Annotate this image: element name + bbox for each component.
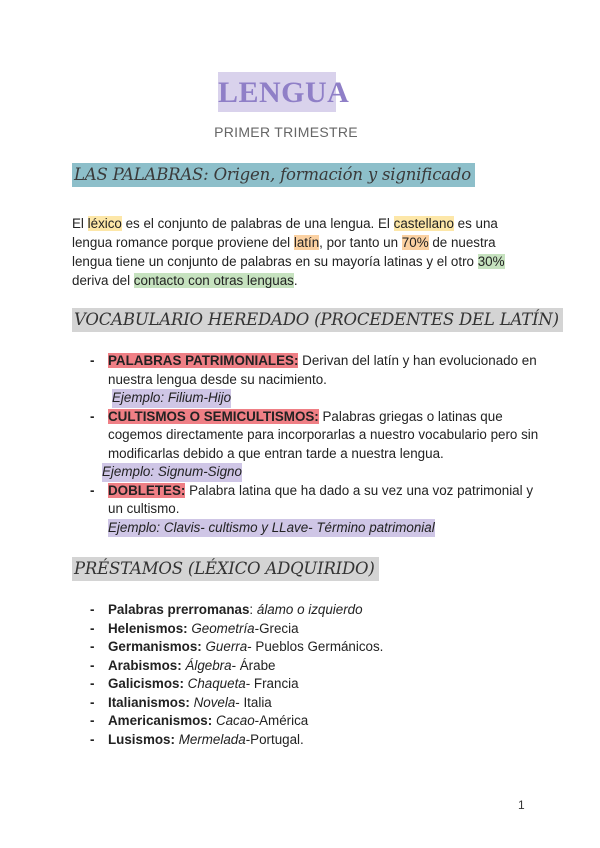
list-item bbox=[72, 482, 542, 538]
term-origin: - Pueblos Germánicos. bbox=[247, 639, 384, 654]
bullet-dash: - bbox=[90, 676, 95, 691]
bullet-dash: - bbox=[90, 353, 95, 368]
term-origin: - Francia bbox=[245, 676, 299, 691]
term-example: Álgebra bbox=[185, 657, 232, 673]
section-heading-origen: LAS PALABRAS: Origen, formación y significado bbox=[72, 163, 475, 187]
bullet-dash: - bbox=[90, 482, 95, 498]
term-origin: -Portugal. bbox=[245, 731, 304, 747]
bullet-dash: - bbox=[90, 408, 95, 424]
term-example: Ejemplo: Filium-Hijo bbox=[112, 389, 231, 408]
bullet-dash: - bbox=[90, 639, 95, 654]
bullet-dash: - bbox=[90, 713, 95, 728]
term-example: Ejemplo: Signum-Signo bbox=[102, 463, 242, 482]
highlight-castellano: castellano bbox=[393, 216, 454, 231]
page-title: LENGUA bbox=[218, 72, 336, 112]
page-subtitle: PRIMER TRIMESTRE bbox=[214, 124, 358, 140]
term-origin: -Grecia bbox=[254, 620, 299, 636]
highlight-70-percent: 70% bbox=[401, 235, 429, 250]
term-definition: Palabra latina que ha dado a su vez una voz patrimonial y un cultismo. bbox=[108, 482, 534, 516]
highlight-latin: latín bbox=[293, 235, 320, 250]
term-label: Germanismos: bbox=[108, 639, 202, 654]
term-label: Galicismos: bbox=[108, 676, 184, 691]
term-label: Helenismos: bbox=[108, 620, 188, 636]
bullet-dash: - bbox=[90, 731, 95, 747]
term-label: CULTISMOS O SEMICULTISMOS: bbox=[108, 408, 319, 424]
term-label: DOBLETES: bbox=[108, 482, 186, 498]
term-definition: Derivan del latín y han evolucionado en nuestra lengua desde su nacimiento. bbox=[108, 353, 537, 387]
section-heading-prestamos: PRÉSTAMOS (LÉXICO ADQUIRIDO) bbox=[72, 557, 379, 581]
term-origin: - Italia bbox=[235, 694, 272, 710]
term-example: álamo o izquierdo bbox=[256, 602, 363, 617]
term-label: PALABRAS PATRIMONIALES: bbox=[108, 353, 299, 368]
term-label: Arabismos: bbox=[108, 657, 182, 673]
list-item bbox=[72, 352, 542, 408]
term-origin: - Árabe bbox=[231, 657, 276, 673]
term-label: Lusismos: bbox=[108, 731, 175, 747]
list-item bbox=[72, 712, 542, 731]
list-item bbox=[72, 657, 542, 676]
bullet-dash: - bbox=[90, 620, 95, 636]
term-example: Novela bbox=[193, 694, 236, 710]
list-item: - Palabras prerromanas: álamo o izquierdo bbox=[72, 601, 542, 620]
term-label: Palabras prerromanas bbox=[108, 602, 250, 617]
highlight-contacto: contacto con otras lenguas bbox=[133, 273, 294, 288]
prestamos-list bbox=[72, 601, 542, 749]
list-item bbox=[72, 694, 542, 713]
bullet-dash: - bbox=[90, 602, 95, 617]
term-origin: -América bbox=[254, 713, 309, 728]
intro-paragraph: El léxico es el conjunto de palabras de una lengua. El castellano es una lengua romance porque proviene del latín, por tanto un 70% de nuestra lengua tiene un conjunto de palabras en su mayoría latinas y el otro 30% deriva del contacto con otras lenguas. bbox=[72, 216, 505, 288]
bullet-dash: - bbox=[90, 694, 95, 710]
term-example: Cacao bbox=[215, 713, 255, 728]
list-item bbox=[72, 638, 542, 657]
section-heading-vocabulario-heredado: VOCABULARIO HEREDADO (PROCEDENTES DEL LATÍN) bbox=[72, 308, 563, 332]
list-item bbox=[72, 408, 542, 482]
list-item bbox=[72, 675, 542, 694]
page-number: 1 bbox=[518, 798, 525, 812]
term-example: Ejemplo: Clavis- cultismo y LLave- Término patrimonial bbox=[108, 519, 435, 538]
bullet-dash: - bbox=[90, 657, 95, 673]
term-label: Italianismos: bbox=[108, 694, 190, 710]
heredado-list bbox=[72, 352, 542, 537]
term-definition: Palabras griegas o latinas que cogemos directamente para incorporarlas a nuestro vocabulario pero sin modificarlas debido a que entran tarde a nuestra lengua. bbox=[108, 408, 539, 461]
term-label: Americanismos: bbox=[108, 713, 213, 728]
term-example: Geometría bbox=[191, 620, 255, 636]
term-example: Chaqueta bbox=[187, 676, 246, 691]
highlight-30-percent: 30% bbox=[477, 254, 505, 269]
list-item bbox=[72, 731, 542, 750]
highlight-lexico: léxico bbox=[87, 216, 122, 231]
list-item bbox=[72, 620, 542, 639]
term-example: Guerra bbox=[205, 639, 248, 654]
term-example: Mermelada bbox=[178, 731, 246, 747]
